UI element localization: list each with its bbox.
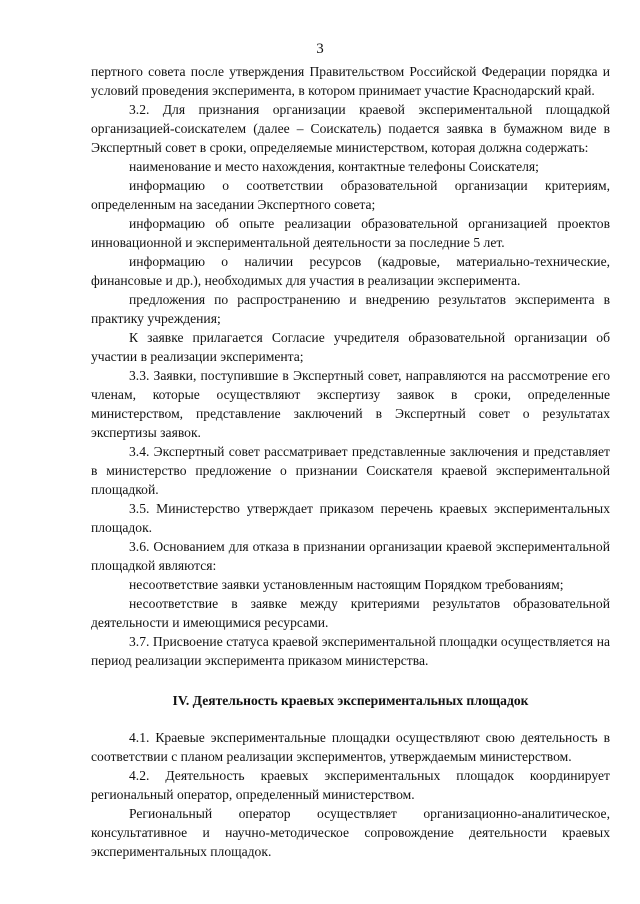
page-number: 3	[316, 41, 324, 57]
list-item-proposals: предложения по распространению и внедрению результатов эксперимента в практику учреждения;	[91, 292, 610, 326]
paragraph-3-2: 3.2. Для признания организации краевой экспериментальной площадкой организацией-соискателем (далее – Соискатель) подается заявка в бумажном виде в Экспертный совет в сроки, определяемые министерством, которая должна содержать:	[91, 102, 610, 155]
paragraph-consent: К заявке прилагается Согласие учредителя образовательной организации об участии в реализации эксперимента;	[91, 330, 610, 364]
list-item-mismatch-requirements: несоответствие заявки установленным настоящим Порядком требованиям;	[129, 577, 564, 592]
list-item-resources: информацию о наличии ресурсов (кадровые, материально-технические, финансовые и др.), необходимых для участия в реализации эксперимента.	[91, 254, 610, 288]
paragraph-continuation: пертного совета после утверждения Правительством Российской Федерации порядка и условий проведения эксперимента, в котором принимает участие Краснодарский край.	[91, 64, 610, 98]
document-body	[91, 62, 610, 861]
paragraph-4-2: 4.2. Деятельность краевых экспериментальных площадок координирует региональный оператор, определенный министерством.	[91, 768, 610, 802]
paragraph-3-6: 3.6. Основанием для отказа в признании организации краевой экспериментальной площадкой являются:	[91, 539, 610, 573]
section-heading-iv: IV. Деятельность краевых экспериментальных площадок	[172, 693, 529, 708]
list-item-criteria: информацию о соответствии образовательной организации критериям, определенным на заседании Экспертного совета;	[91, 178, 610, 212]
paragraph-3-4: 3.4. Экспертный совет рассматривает представленные заключения и представляет в министерство предложение о признании Соискателя краевой экспериментальной площадкой.	[91, 444, 610, 497]
paragraph-4-1: 4.1. Краевые экспериментальные площадки осуществляют свою деятельность в соответствии с планом реализации экспериментов, утверждаемым министерством.	[91, 730, 610, 764]
list-item-name-location: наименование и место нахождения, контактные телефоны Соискателя;	[129, 159, 539, 174]
paragraph-3-5: 3.5. Министерство утверждает приказом перечень краевых экспериментальных площадок.	[91, 501, 610, 535]
paragraph-3-7: 3.7. Присвоение статуса краевой экспериментальной площадки осуществляется на период реализации эксперимента приказом министерства.	[91, 634, 610, 668]
list-item-mismatch-resources: несоответствие в заявке между критериями результатов образовательной деятельности и имеющимися ресурсами.	[91, 596, 610, 630]
paragraph-regional-operator: Региональный оператор осуществляет организационно-аналитическое, консультативное и научно-методическое сопровождение деятельности краевых экспериментальных площадок.	[91, 806, 610, 859]
paragraph-3-3: 3.3. Заявки, поступившие в Экспертный совет, направляются на рассмотрение его членам, которые осуществляют экспертизу заявок в сроки, определенные министерством, представление заключений в Экспертный совет о результатах экспертизы заявок.	[91, 368, 610, 440]
list-item-experience: информацию об опыте реализации образовательной организацией проектов инновационной и экспериментальной деятельности за последние 5 лет.	[91, 216, 610, 250]
